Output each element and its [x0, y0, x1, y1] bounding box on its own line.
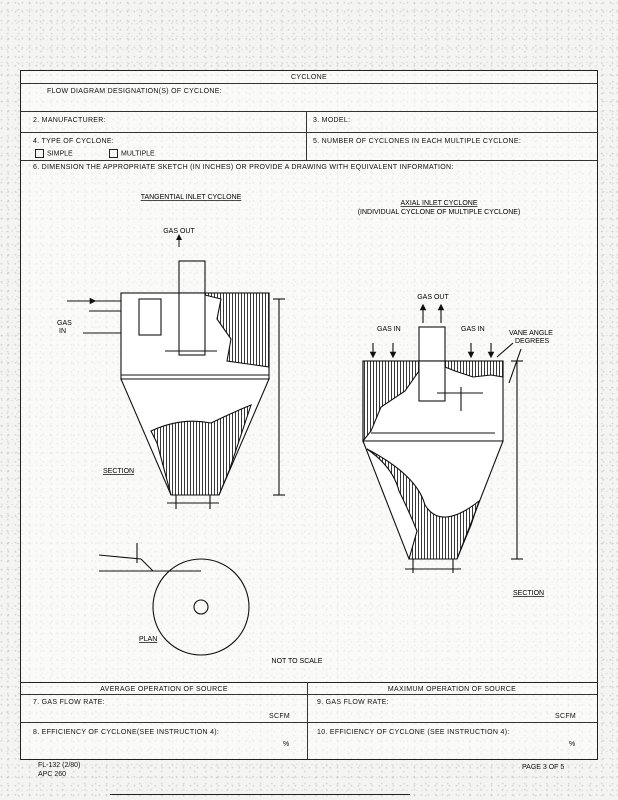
- page-number: PAGE 3 OF 5: [522, 764, 565, 771]
- form-number-2: APC 260: [38, 771, 67, 778]
- gas-out-right-label: GAS OUT: [417, 294, 449, 301]
- gas-in-left-label: GAS: [57, 320, 72, 327]
- model-label: 3. MODEL:: [313, 117, 351, 124]
- operations-header-row: [21, 682, 597, 695]
- plan-label: PLAN: [139, 636, 158, 643]
- form-title: CYCLONE: [291, 74, 327, 81]
- option-multiple-label: MULTIPLE: [121, 150, 155, 158]
- avg-operation-header: AVERAGE OPERATION OF SOURCE: [100, 686, 228, 693]
- not-to-scale-label: NOT TO SCALE: [271, 658, 323, 665]
- tangential-cyclone: [67, 261, 285, 509]
- manufacturer-label: 2. MANUFACTURER:: [33, 117, 106, 124]
- type-label: 4. TYPE OF CYCLONE:: [33, 138, 115, 145]
- gas-flow-max-label: 9. GAS FLOW RATE:: [317, 699, 389, 706]
- vane-angle-label: VANE ANGLE: [509, 330, 553, 337]
- form-number: FL-132 (2/80): [38, 762, 81, 769]
- axial-subtitle: (INDIVIDUAL CYCLONE OF MULTIPLE CYCLONE): [357, 209, 521, 216]
- bottom-rule: [110, 794, 410, 795]
- tangential-title: TANGENTIAL INLET CYCLONE: [140, 194, 242, 201]
- gas-in-a-label: GAS IN: [377, 326, 401, 333]
- option-single-label: SIMPLE: [47, 150, 73, 158]
- efficiency-max-label: 10. EFFICIENCY OF CYCLONE (SEE INSTRUCTION 4):: [317, 729, 510, 736]
- gas-out-left-label: GAS OUT: [163, 228, 195, 235]
- cyclone-form: [20, 70, 598, 760]
- efficiency-avg-label: 8. EFFICIENCY OF CYCLONE(SEE INSTRUCTION 4):: [33, 729, 220, 736]
- efficiency-row: [21, 723, 597, 759]
- gas-in-left-label2: IN: [59, 328, 66, 335]
- cyclone-diagram: [21, 71, 597, 761]
- axial-title: AXIAL INLET CYCLONE: [400, 200, 478, 207]
- flow-designation-label: FLOW DIAGRAM DESIGNATION(S) OF CYCLONE:: [47, 88, 222, 95]
- scfm-unit-max: SCFM: [555, 713, 577, 720]
- section-right-label: SECTION: [513, 590, 545, 597]
- number-label: 5. NUMBER OF CYCLONES IN EACH MULTIPLE CYCLONE:: [313, 138, 522, 145]
- axial-cyclone: [363, 307, 523, 573]
- degrees-label: DEGREES: [515, 338, 550, 345]
- gas-flow-row: [21, 695, 597, 723]
- gas-in-b-label: GAS IN: [461, 326, 485, 333]
- dimension-instruction: 6. DIMENSION THE APPROPRIATE SKETCH (IN INCHES) OR PROVIDE A DRAWING WITH EQUIVALENT INFORMATION:: [33, 164, 454, 171]
- section-left-label: SECTION: [103, 468, 135, 475]
- plan-view: [99, 543, 249, 655]
- max-operation-header: MAXIMUM OPERATION OF SOURCE: [387, 686, 517, 693]
- pct-unit-max: %: [569, 741, 576, 748]
- pct-unit-avg: %: [283, 741, 290, 748]
- scfm-unit-avg: SCFM: [269, 713, 291, 720]
- gas-flow-avg-label: 7. GAS FLOW RATE:: [33, 699, 105, 706]
